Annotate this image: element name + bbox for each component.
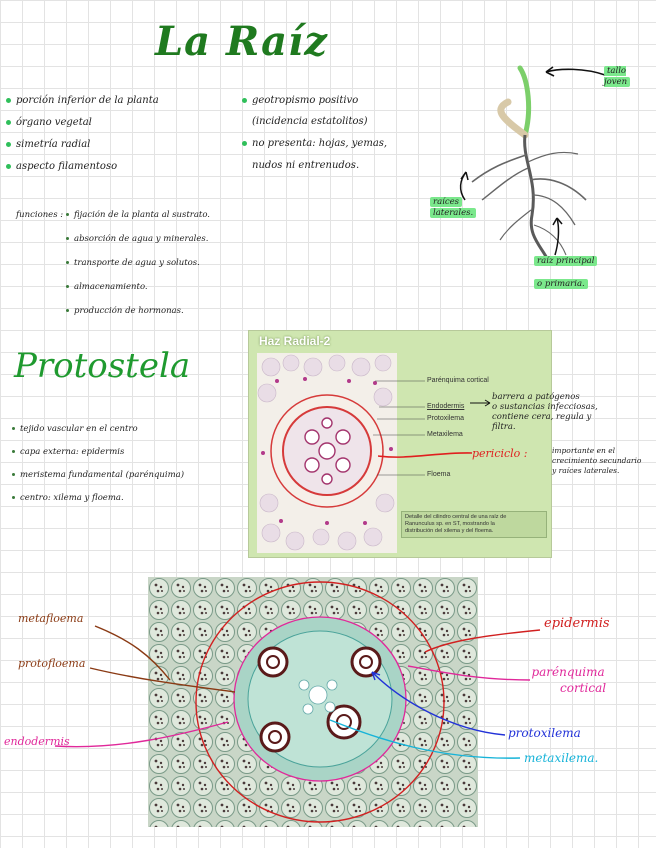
bullet-icon bbox=[6, 142, 11, 147]
bullet-icon bbox=[66, 213, 69, 216]
property-item: nudos ni entrenudos. bbox=[252, 160, 360, 171]
label-parenquima-cortical-cross: parénquima cortical bbox=[531, 665, 607, 695]
endodermis-note: barrera a patógenos o sustancias infecciosas, contiene cera, regula y filtra. bbox=[492, 392, 598, 432]
protostela-item: capa externa: epidermis bbox=[12, 447, 184, 458]
bullet-icon bbox=[12, 427, 15, 430]
periciclo-leader bbox=[378, 446, 474, 460]
functions-list bbox=[66, 210, 210, 317]
periciclo-label: periciclo : bbox=[472, 447, 528, 460]
function-item: absorción de agua y minerales. bbox=[66, 234, 210, 245]
bullet-icon bbox=[12, 496, 15, 499]
bullet-icon bbox=[6, 164, 11, 169]
page-title: La Raíz bbox=[155, 18, 328, 65]
function-item: almacenamiento. bbox=[66, 282, 210, 293]
properties-left-list bbox=[6, 94, 159, 173]
plant-root-drawing bbox=[410, 50, 655, 305]
micrograph-title: Haz Radial-2 bbox=[259, 334, 331, 348]
label-protoxilema-cross: protoxilema bbox=[508, 726, 581, 740]
protostela-list bbox=[12, 424, 184, 504]
label-floema: Floema bbox=[427, 471, 451, 478]
protostela-heading: Protostela bbox=[14, 346, 191, 386]
property-item: aspecto filamentoso bbox=[6, 160, 159, 173]
function-item: producción de hormonas. bbox=[66, 306, 210, 317]
protostela-item: tejido vascular en el centro bbox=[12, 424, 184, 435]
label-metafloema: metafloema bbox=[18, 612, 84, 625]
bullet-icon bbox=[12, 450, 15, 453]
label-metaxilema: Metaxilema bbox=[427, 431, 463, 438]
label-raices-laterales: raíces laterales. bbox=[430, 197, 476, 219]
label-epidermis: epidermis bbox=[544, 616, 610, 631]
label-protoxilema: Protoxilema bbox=[427, 415, 464, 422]
function-item: transporte de agua y solutos. bbox=[66, 258, 210, 269]
property-item: simetría radial bbox=[6, 138, 159, 151]
properties-right-list bbox=[242, 94, 387, 172]
label-endodermis: Endodermis bbox=[427, 403, 465, 410]
function-item: fijación de la planta al sustrato. bbox=[66, 210, 210, 221]
endodermis-arrow bbox=[470, 398, 494, 408]
bullet-icon bbox=[66, 309, 69, 312]
property-item: no presenta: hojas, yemas, bbox=[242, 137, 387, 150]
bullet-icon bbox=[6, 120, 11, 125]
protostela-item: centro: xilema y floema. bbox=[12, 493, 184, 504]
bullet-icon bbox=[66, 285, 69, 288]
label-tallo-joven: tallo joven bbox=[604, 66, 644, 88]
property-item: porción inferior de la planta bbox=[6, 94, 159, 107]
label-raiz-principal: raíz principal o primaria. bbox=[534, 256, 597, 290]
micrograph-haz-radial bbox=[248, 330, 552, 558]
property-item: geotropismo positivo bbox=[242, 94, 387, 107]
property-item: órgano vegetal bbox=[6, 116, 159, 129]
bullet-icon bbox=[242, 98, 247, 103]
bullet-icon bbox=[66, 237, 69, 240]
protostela-item: meristema fundamental (parénquima) bbox=[12, 470, 184, 481]
bullet-icon bbox=[6, 98, 11, 103]
bullet-icon bbox=[66, 261, 69, 264]
micrograph-caption: Detalle del cilindro central de una raíz de Ranunculus sp. en ST, mostrando la distribución del xilema y del floema. bbox=[401, 511, 547, 538]
periciclo-note: importante en el crecimiento secundario y raíces laterales. bbox=[552, 446, 642, 475]
bullet-icon bbox=[242, 141, 247, 146]
functions-label: funciones : bbox=[16, 210, 64, 220]
property-item: (incidencia estatolitos) bbox=[252, 116, 368, 127]
label-protofloema: protofloema bbox=[18, 657, 86, 670]
micrograph-leader-lines bbox=[369, 377, 429, 487]
label-endodermis-cross: endodermis bbox=[4, 735, 70, 748]
label-parenquima-cortical: Parénquima cortical bbox=[427, 377, 489, 384]
label-metaxilema-cross: metaxilema. bbox=[524, 751, 599, 765]
bullet-icon bbox=[12, 473, 15, 476]
micrograph-labels bbox=[427, 377, 489, 478]
